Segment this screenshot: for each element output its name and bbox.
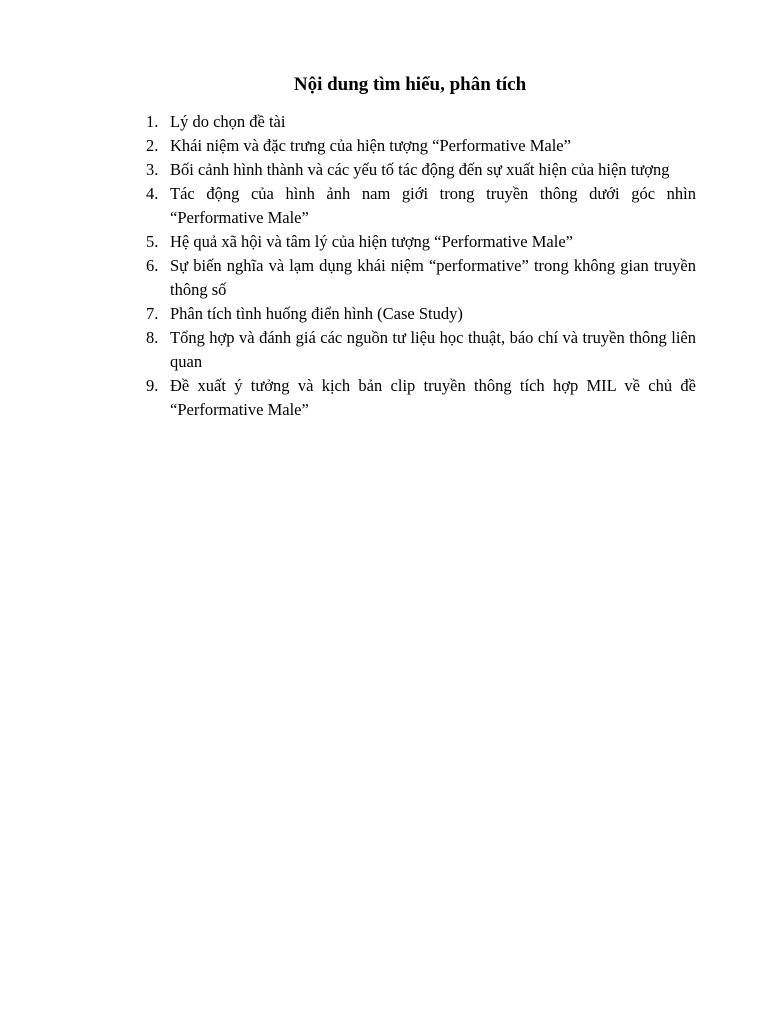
- list-item-number: 8.: [146, 328, 159, 347]
- list-item: [146, 134, 696, 158]
- list-item-number: 6.: [146, 256, 159, 275]
- list-item: [146, 374, 696, 422]
- list-item-text: Đề xuất ý tưởng và kịch bản clip truyền thông tích hợp MIL về chủ đề “Performative Male”: [170, 376, 696, 419]
- list-item-text: Khái niệm và đặc trưng của hiện tượng “Performative Male”: [170, 136, 571, 155]
- list-item-text: Tổng hợp và đánh giá các nguồn tư liệu học thuật, báo chí và truyền thông liên quan: [170, 328, 696, 371]
- list-item-number: 3.: [146, 160, 159, 179]
- list-item-text: Phân tích tình huống điển hình (Case Study): [170, 304, 463, 323]
- list-item-number: 2.: [146, 136, 159, 155]
- list-item-number: 7.: [146, 304, 159, 323]
- list-item-number: 9.: [146, 376, 159, 395]
- list-item: [146, 302, 696, 326]
- list-item: [146, 158, 696, 182]
- list-item-text: Tác động của hình ảnh nam giới trong truyền thông dưới góc nhìn “Performative Male”: [170, 184, 696, 227]
- content-list: [146, 110, 696, 422]
- list-item: [146, 182, 696, 230]
- list-item-number: 1.: [146, 112, 159, 131]
- list-item: [146, 110, 696, 134]
- document-title: Nội dung tìm hiểu, phân tích: [293, 74, 527, 95]
- list-item-text: Hệ quả xã hội và tâm lý của hiện tượng “Performative Male”: [170, 232, 573, 251]
- list-item-text: Lý do chọn đề tài: [170, 112, 286, 131]
- list-item: [146, 254, 696, 302]
- list-item-number: 4.: [146, 184, 159, 203]
- list-item: [146, 326, 696, 374]
- list-item-text: Bối cảnh hình thành và các yếu tố tác động đến sự xuất hiện của hiện tượng: [170, 160, 670, 179]
- list-item-text: Sự biến nghĩa và lạm dụng khái niệm “performative” trong không gian truyền thông số: [170, 256, 696, 299]
- list-item-number: 5.: [146, 232, 159, 251]
- list-item: [146, 230, 696, 254]
